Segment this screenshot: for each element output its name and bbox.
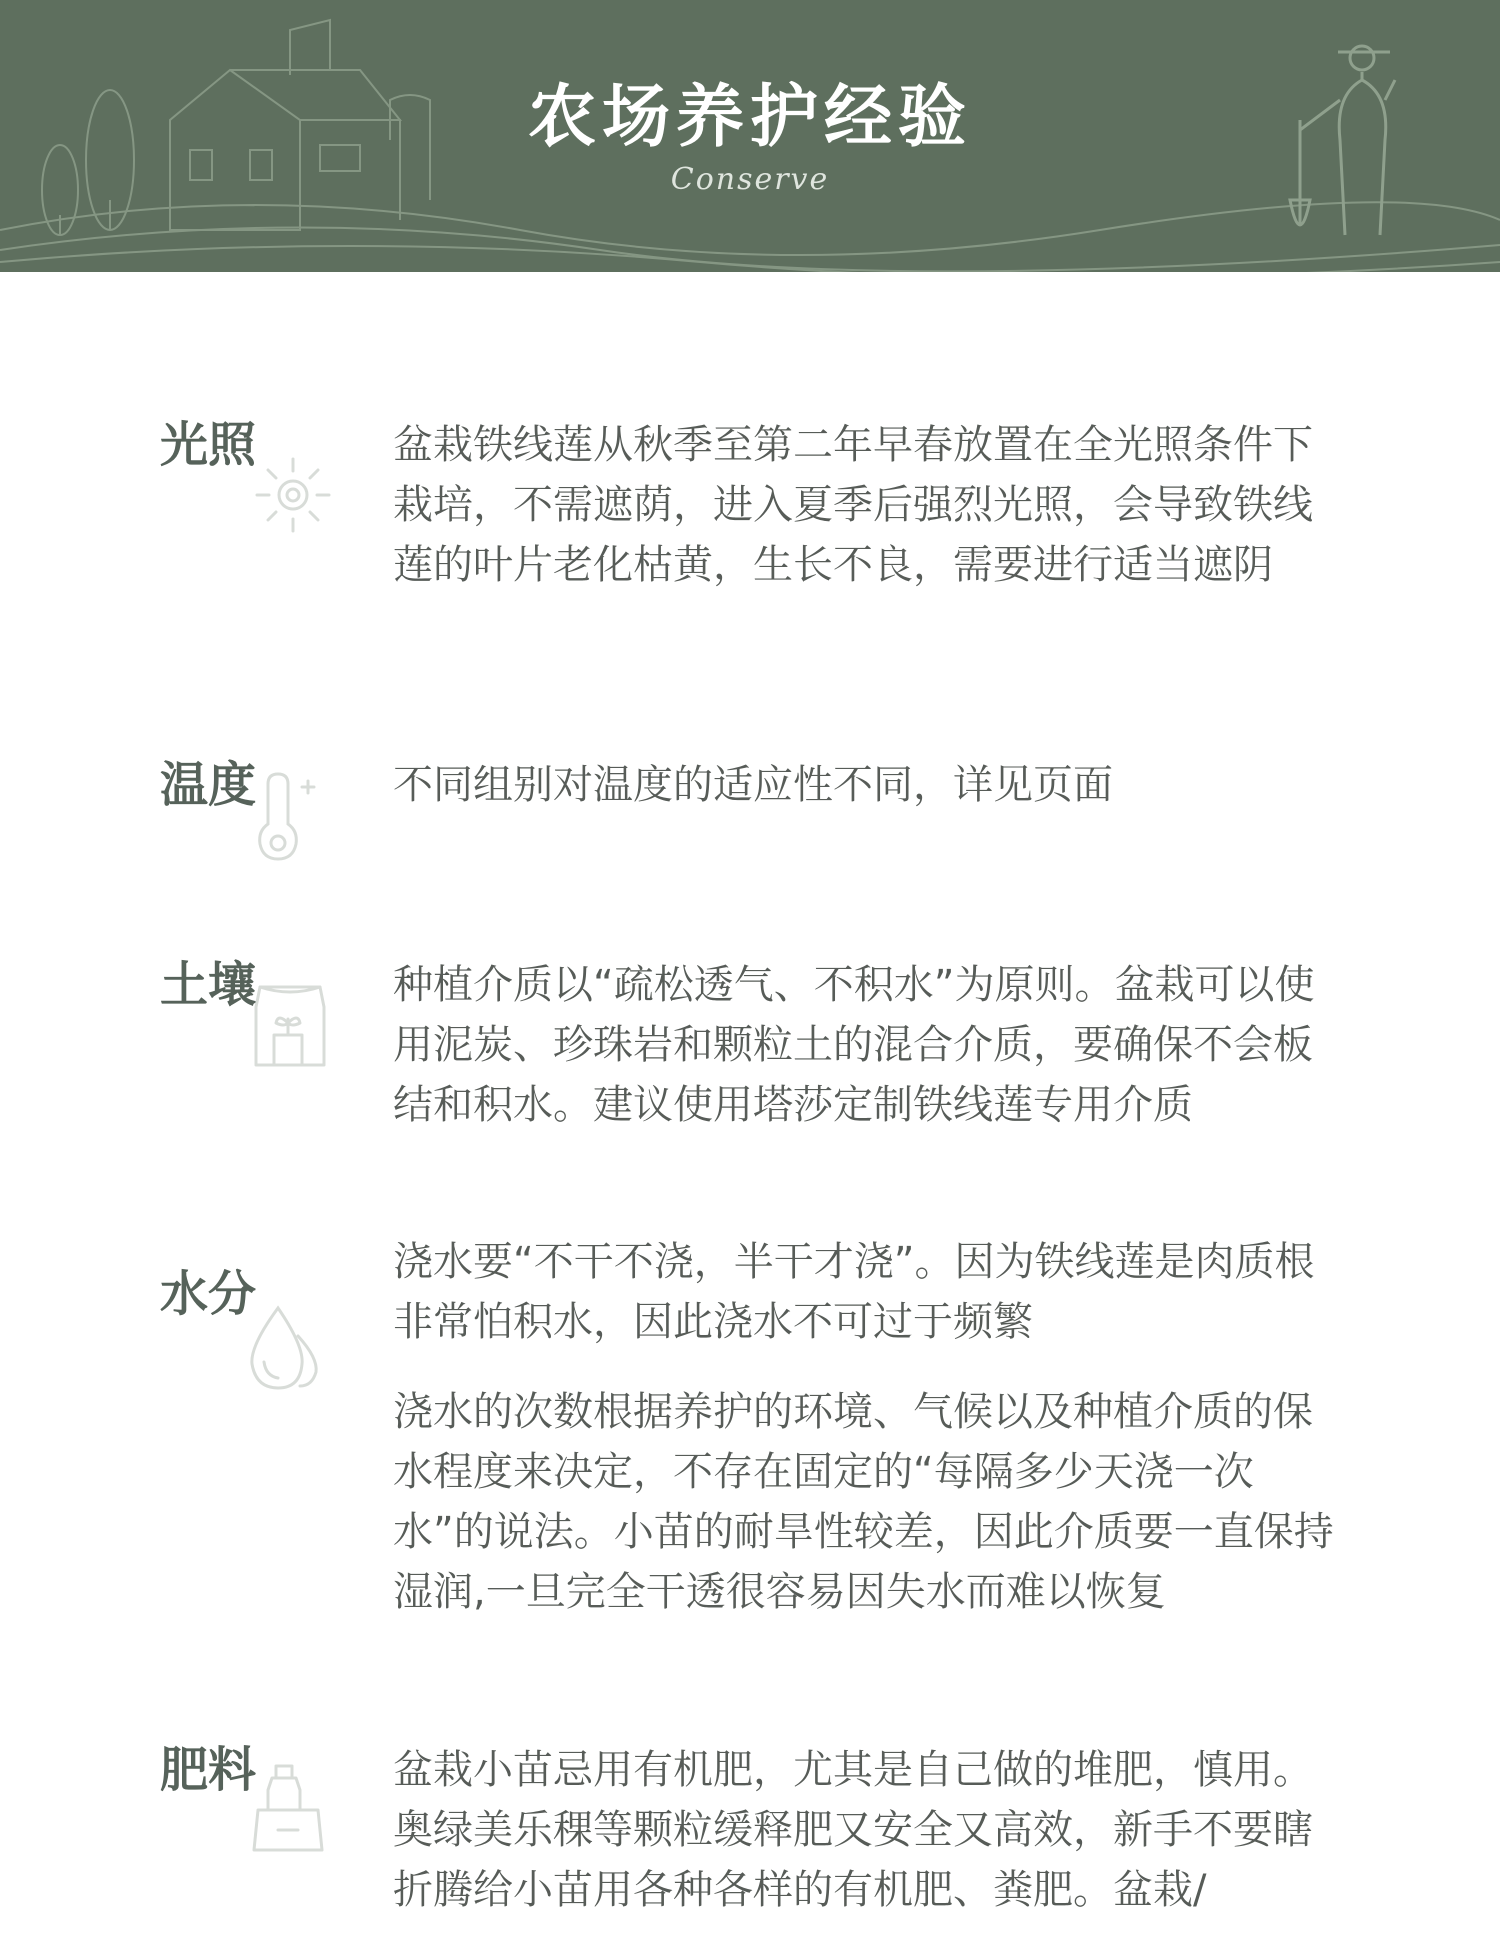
page-subtitle: Conserve bbox=[670, 162, 830, 197]
section-paragraph: 不同组别对温度的适应性不同，详见页面 bbox=[393, 762, 1113, 808]
section-paragraph: 盆栽小苗忌用有机肥，尤其是自己做的堆肥，慎用。奥绿美乐稞等颗粒缓释肥又安全又高效，新手不要瞎折腾给小苗用各种各样的有机肥、粪肥。盆栽/ bbox=[393, 1747, 1313, 1913]
water-drop-icon bbox=[238, 1298, 338, 1398]
page-title: 农场养护经验 bbox=[527, 78, 972, 157]
section-label: 土壤 bbox=[160, 957, 257, 1013]
section-body bbox=[393, 415, 1343, 625]
section-label: 肥料 bbox=[160, 1742, 257, 1798]
section-body bbox=[393, 1232, 1343, 1652]
thermometer-icon bbox=[238, 769, 338, 869]
section-body bbox=[393, 1740, 1343, 1950]
section-label: 温度 bbox=[160, 757, 257, 813]
section-paragraph: 种植介质以“疏松透气、不积水”为原则。盆栽可以使用泥炭、珍珠岩和颗粒土的混合介质，要确保不会板结和积水。建议使用塔莎定制铁线莲专用介质 bbox=[393, 962, 1315, 1128]
soil-bag-icon bbox=[238, 975, 338, 1075]
header-banner bbox=[0, 0, 1500, 272]
section-body bbox=[393, 955, 1343, 1165]
section-paragraph: 浇水的次数根据养护的环境、气候以及种植介质的保水程度来决定，不存在固定的“每隔多少天浇一次水”的说法。小苗的耐旱性较差，因此介质要一直保持湿润,一旦完全干透很容易因失水而难以恢复 bbox=[393, 1389, 1334, 1615]
section-paragraph: 盆栽铁线莲从秋季至第二年早春放置在全光照条件下栽培，不需遮荫，进入夏季后强烈光照，会导致铁线莲的叶片老化枯黄，生长不良，需要进行适当遮阴 bbox=[393, 422, 1313, 588]
section-label: 光照 bbox=[160, 417, 257, 473]
sun-icon bbox=[238, 445, 338, 545]
section-body bbox=[393, 755, 1343, 845]
fertilizer-bottle-icon bbox=[238, 1760, 338, 1860]
section-paragraph: 浇水要“不干不浇，半干才浇”。因为铁线莲是肉质根非常怕积水，因此浇水不可过于频繁 bbox=[393, 1239, 1315, 1345]
section-label: 水分 bbox=[160, 1266, 257, 1322]
